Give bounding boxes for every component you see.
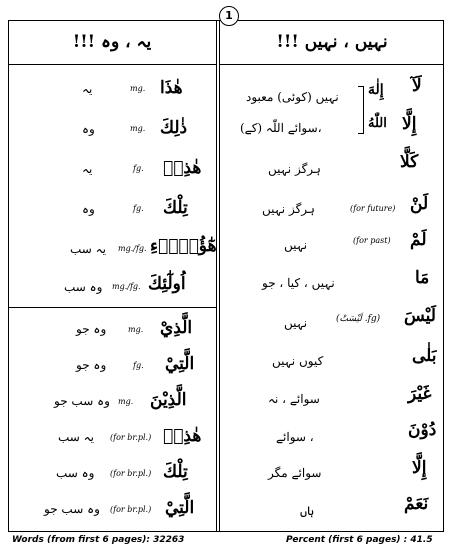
negation-urdu: ہرگز نہیں <box>262 202 315 216</box>
negation-arabic: بَلٰى <box>412 346 437 366</box>
demonstrative-arabic: هٰذِهٖ <box>163 158 202 178</box>
relative-urdu: وہ جو <box>76 322 107 336</box>
negation-urdu: نہیں <box>284 238 308 252</box>
relative-arabic: تِلْكَ <box>163 462 188 482</box>
negation-note: (for future) <box>350 204 396 213</box>
relative-arabic: هٰذِهٖ <box>163 426 202 446</box>
la-arabic: لَآ <box>412 76 422 96</box>
negation-arabic: نَعَمْ <box>404 494 429 514</box>
negation-arabic: إِلَّا <box>412 458 427 478</box>
negation-urdu: سوائے مگر <box>268 466 322 480</box>
ilah-arabic: إِلٰهَ <box>368 82 384 98</box>
negation-arabic: دُوْنَ <box>408 420 437 440</box>
la-ilaha-bracket <box>358 86 364 134</box>
demonstrative-arabic: تِلْكَ <box>163 198 188 218</box>
negation-urdu: نہیں ، کیا ، جو <box>262 276 335 290</box>
column-divider <box>216 20 220 532</box>
demonstrative-tag: mg. <box>130 84 146 93</box>
demonstrative-tag: fg. <box>133 164 144 173</box>
section-divider-left <box>8 307 216 308</box>
negation-arabic: مَا <box>415 268 430 288</box>
negation-urdu: سوائے ، نہ <box>268 392 320 406</box>
allah-arabic: اللّٰهُ <box>368 116 387 131</box>
demonstrative-urdu: وہ <box>82 122 95 136</box>
demonstrative-arabic: اُولٰٓئِكَ <box>148 274 186 294</box>
relative-urdu: وہ سب <box>56 466 95 480</box>
demonstrative-urdu: یہ سب <box>70 242 107 256</box>
relative-urdu: یہ سب <box>58 430 95 444</box>
relative-tag: (for br.pl.) <box>110 469 152 478</box>
negation-urdu: ہرگز نہیں <box>268 162 321 176</box>
relative-arabic: الَّذِيْ <box>160 318 193 338</box>
illa-arabic: إِلَّا <box>402 114 417 134</box>
relative-arabic: الَّتِيْ <box>165 498 195 518</box>
relative-tag: (for br.pl.) <box>110 505 152 514</box>
page-number: 1 <box>219 6 239 26</box>
demonstrative-arabic: ذٰلِكَ <box>160 118 188 138</box>
la-ilaha-meaning-1: نہیں (کوئی) معبود <box>246 90 339 104</box>
demonstrative-urdu: یہ <box>82 162 93 176</box>
header-rule-left <box>8 64 216 65</box>
demonstrative-urdu: وہ سب <box>64 280 103 294</box>
negation-arabic: كَلَّا <box>400 152 419 172</box>
relative-urdu: وہ سب جو <box>44 502 100 516</box>
negation-arabic: غَيْرَ <box>408 384 432 404</box>
demonstrative-tag: fg. <box>133 204 144 213</box>
negation-arabic: لَمْ <box>410 230 427 250</box>
relative-tag: (for br.pl.) <box>110 433 152 442</box>
demonstrative-tag: mg./fg. <box>112 282 141 291</box>
negation-arabic: لَيْسَ <box>404 306 436 326</box>
negation-arabic: لَنْ <box>410 194 429 214</box>
demonstrative-urdu: یہ <box>82 82 93 96</box>
relative-tag: fg. <box>133 361 144 370</box>
relative-tag: mg. <box>128 325 144 334</box>
negation-urdu: سوائے ، <box>276 430 314 444</box>
negation-urdu: نہیں <box>284 316 308 330</box>
negation-note: (for past) <box>353 236 391 245</box>
negation-note: (لَيْسَتْ .fg) <box>336 314 381 324</box>
negation-urdu: ہاں <box>300 504 315 518</box>
negation-urdu: کیوں نہیں <box>272 354 324 368</box>
header-rule-right <box>220 64 444 65</box>
demonstrative-arabic: هٰٓؤُلَاۤءِ <box>150 236 217 256</box>
relative-urdu: وہ سب جو <box>54 394 110 408</box>
footer-words: Words (from first 6 pages): 32263 <box>12 535 185 545</box>
relative-arabic: الَّذِيْنَ <box>150 390 187 410</box>
relative-urdu: وہ جو <box>76 358 107 372</box>
demonstrative-tag: mg./fg. <box>118 244 147 253</box>
demonstrative-urdu: وہ <box>82 202 95 216</box>
footer-percent: Percent (first 6 pages) : 41.5 <box>286 535 433 545</box>
demonstrative-arabic: هٰذَا <box>160 78 183 98</box>
relative-tag: mg. <box>118 397 134 406</box>
demonstrative-tag: mg. <box>130 124 146 133</box>
relative-arabic: الَّتِيْ <box>165 354 195 374</box>
left-header: یہ ، وہ !!! <box>72 32 152 52</box>
right-header: نہیں ، نہیں !!! <box>276 32 388 52</box>
la-ilaha-meaning-2: سوائے اللّٰہ (کے)، <box>240 121 322 135</box>
